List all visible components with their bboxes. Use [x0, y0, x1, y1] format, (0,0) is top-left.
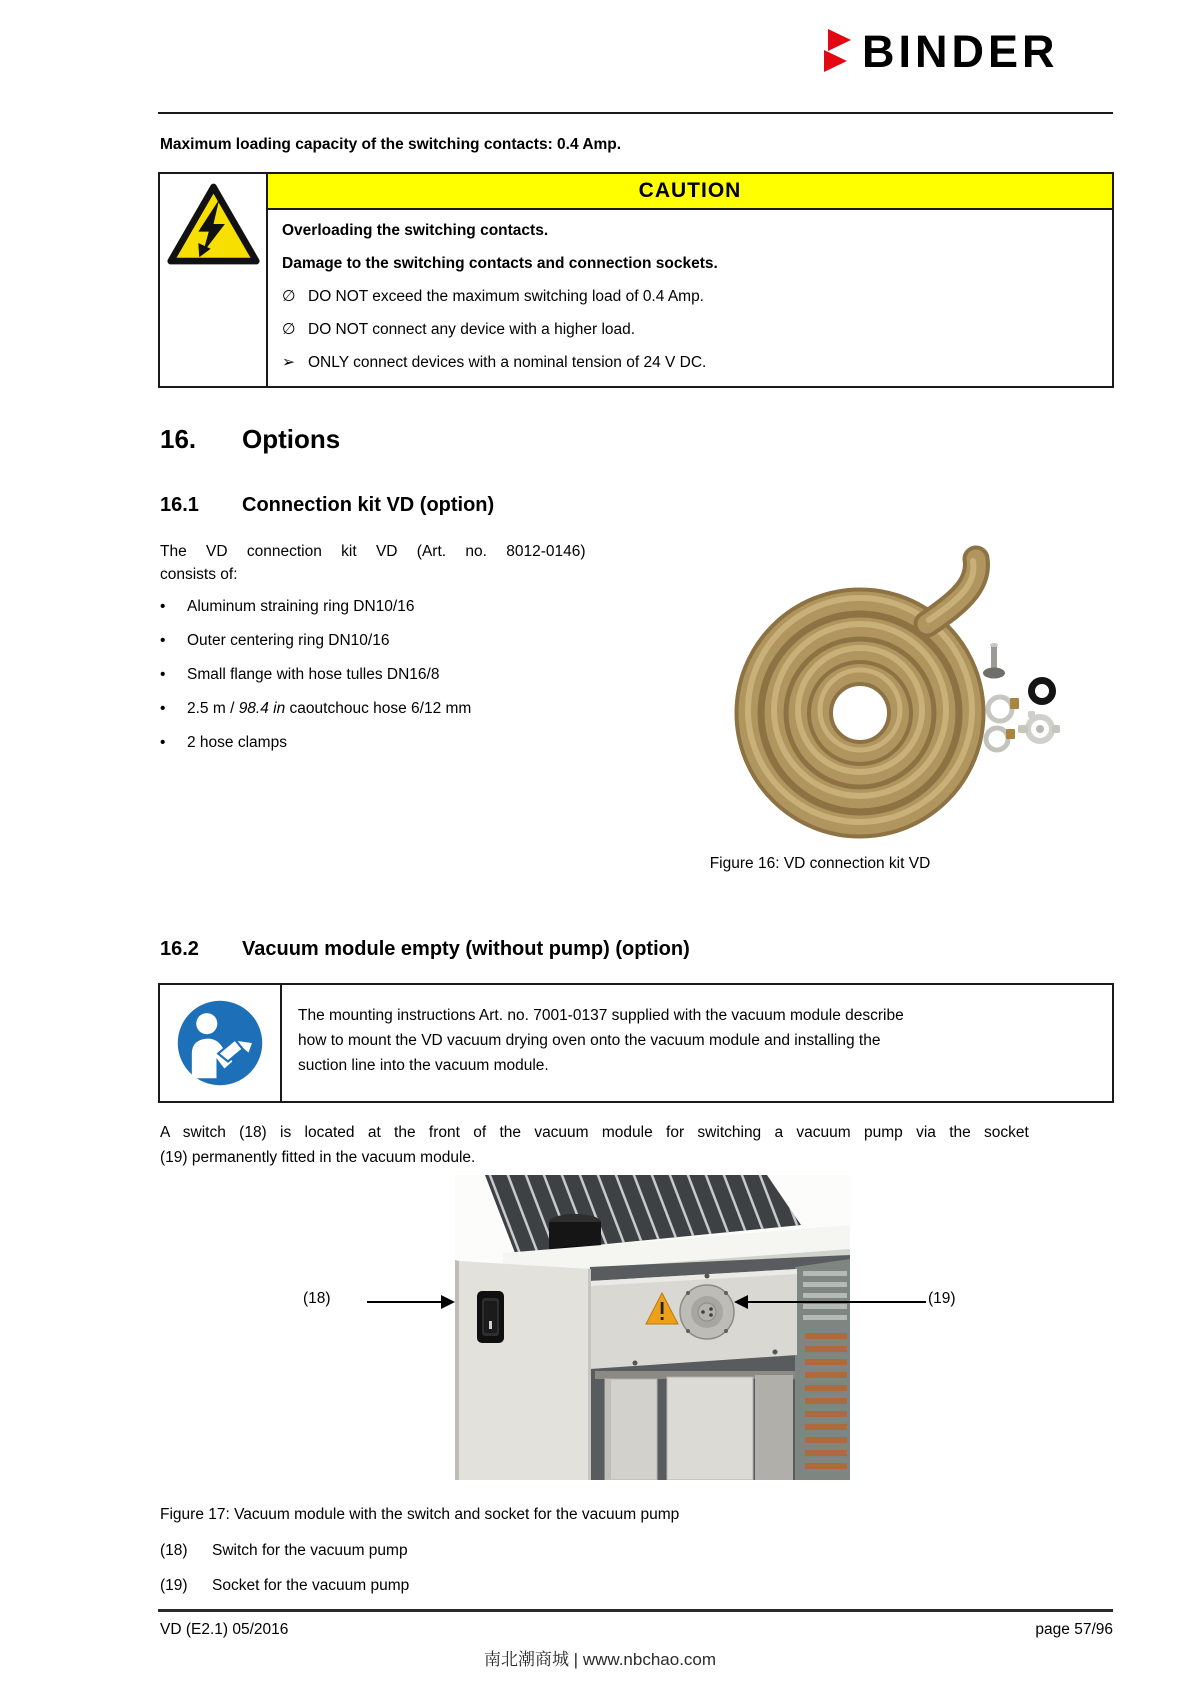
bullet-icon: •: [160, 598, 166, 615]
socket-graphic: [680, 1285, 734, 1339]
footer-page-number: page 57/96: [1035, 1621, 1113, 1638]
binder-logo: [824, 25, 1059, 77]
note-line: The mounting instructions Art. no. 7001-0137 supplied with the vacuum module describe: [298, 1007, 904, 1024]
electric-hazard-icon: [166, 182, 261, 268]
read-instructions-icon: [176, 999, 264, 1087]
caution-item-text: DO NOT connect any device with a higher load.: [308, 321, 636, 338]
caution-item: [282, 353, 1098, 373]
list-item-text: Small flange with hose tulles DN16/8: [187, 666, 440, 683]
footer-document-id: VD (E2.1) 05/2016: [160, 1621, 289, 1638]
arrow-left-icon: [734, 1295, 748, 1309]
note-icon-cell: [160, 985, 282, 1101]
header-rule: [158, 112, 1113, 114]
caution-item: [282, 287, 1098, 307]
arrow-right-icon: [441, 1295, 455, 1309]
section-16-2-heading: [160, 938, 690, 961]
arrow-bullet-icon: ➢: [282, 354, 295, 371]
caution-icon-cell: [160, 174, 268, 386]
paragraph-line: consists of:: [160, 566, 238, 583]
list-item: [160, 698, 630, 719]
switch-socket-paragraph: [160, 1120, 1115, 1170]
bullet-icon: •: [160, 666, 166, 683]
note-line: how to mount the VD vacuum drying oven onto the vacuum module and installing the: [298, 1032, 881, 1049]
bullet-icon: •: [160, 734, 166, 751]
list-item: [160, 630, 630, 651]
kit-small-parts: [983, 643, 1060, 750]
section-title: Vacuum module empty (without pump) (option): [242, 938, 690, 960]
vacuum-module-photo: [455, 1175, 850, 1480]
vd-connection-kit-photo: [650, 545, 1060, 845]
callout-19-label: (19): [928, 1290, 956, 1307]
caution-item-text: DO NOT exceed the maximum switching load of 0.4 Amp.: [308, 288, 704, 305]
legend-text: Socket for the vacuum pump: [212, 1577, 410, 1594]
list-item-text: Aluminum straining ring DN10/16: [187, 598, 415, 615]
section-number: 16.2: [160, 938, 199, 960]
figure-16-caption: Figure 16: VD connection kit VD: [709, 855, 931, 872]
paragraph-line: A switch (18) is located at the front of the vacuum module for switching a vacuum pump via the socket: [160, 1124, 1029, 1141]
caution-box: [158, 172, 1114, 388]
legend-number: (18): [160, 1542, 188, 1559]
legend-text: Switch for the vacuum pump: [212, 1542, 408, 1559]
list-item-text: Outer centering ring DN10/16: [187, 632, 390, 649]
callout-18-arrow-line: [367, 1301, 443, 1303]
legend-number: (19): [160, 1577, 188, 1594]
note-text: [282, 985, 1112, 1101]
watermark-text: 南北潮商城 | www.nbchao.com: [483, 1650, 717, 1669]
section-16-heading: [160, 424, 340, 455]
caution-content: [268, 174, 1112, 386]
section-title: Options: [242, 424, 341, 454]
figure-17-caption: Figure 17: Vacuum module with the switch and socket for the vacuum pump: [160, 1506, 680, 1523]
section-number: 16.: [160, 424, 197, 454]
list-item: [160, 596, 630, 617]
legend-item: [160, 1577, 409, 1595]
caution-title: CAUTION: [268, 174, 1112, 210]
section-title: Connection kit VD (option): [242, 494, 495, 516]
section-16-1-heading: [160, 494, 494, 517]
footer-rule: [158, 1609, 1113, 1612]
section-number: 16.1: [160, 494, 199, 516]
list-item-text: 2 hose clamps: [187, 734, 287, 751]
caution-item-text: ONLY connect devices with a nominal tension of 24 V DC.: [308, 354, 707, 371]
callout-19-arrow-line: [748, 1301, 926, 1303]
instruction-note-box: [158, 983, 1114, 1103]
list-item: [160, 732, 630, 753]
bullet-icon: •: [160, 700, 166, 717]
kit-intro-paragraph: [160, 540, 625, 586]
callout-18-label: (18): [303, 1290, 331, 1307]
max-load-statement: Maximum loading capacity of the switching contacts: 0.4 Amp.: [160, 136, 622, 153]
kit-contents-list: [160, 596, 630, 766]
list-item-text: 2.5 m / 98.4 in caoutchouc hose 6/12 mm: [187, 700, 472, 717]
caution-item: [282, 320, 1098, 340]
legend-item: [160, 1542, 408, 1560]
prohibition-icon: ∅: [282, 288, 296, 305]
paragraph-line: (19) permanently fitted in the vacuum module.: [160, 1149, 476, 1166]
prohibition-icon: ∅: [282, 321, 296, 338]
switch-graphic: [477, 1291, 504, 1343]
paragraph-line: The VD connection kit VD (Art. no. 8012-0146): [160, 543, 586, 560]
caution-bold-line: Overloading the switching contacts.: [282, 222, 549, 239]
caution-bold-line: Damage to the switching contacts and connection sockets.: [282, 255, 718, 272]
list-item: [160, 664, 630, 685]
bullet-icon: •: [160, 632, 166, 649]
binder-logo-arrows-icon: [824, 28, 852, 74]
note-line: suction line into the vacuum module.: [298, 1057, 549, 1074]
brand-name: BINDER: [862, 25, 1059, 77]
